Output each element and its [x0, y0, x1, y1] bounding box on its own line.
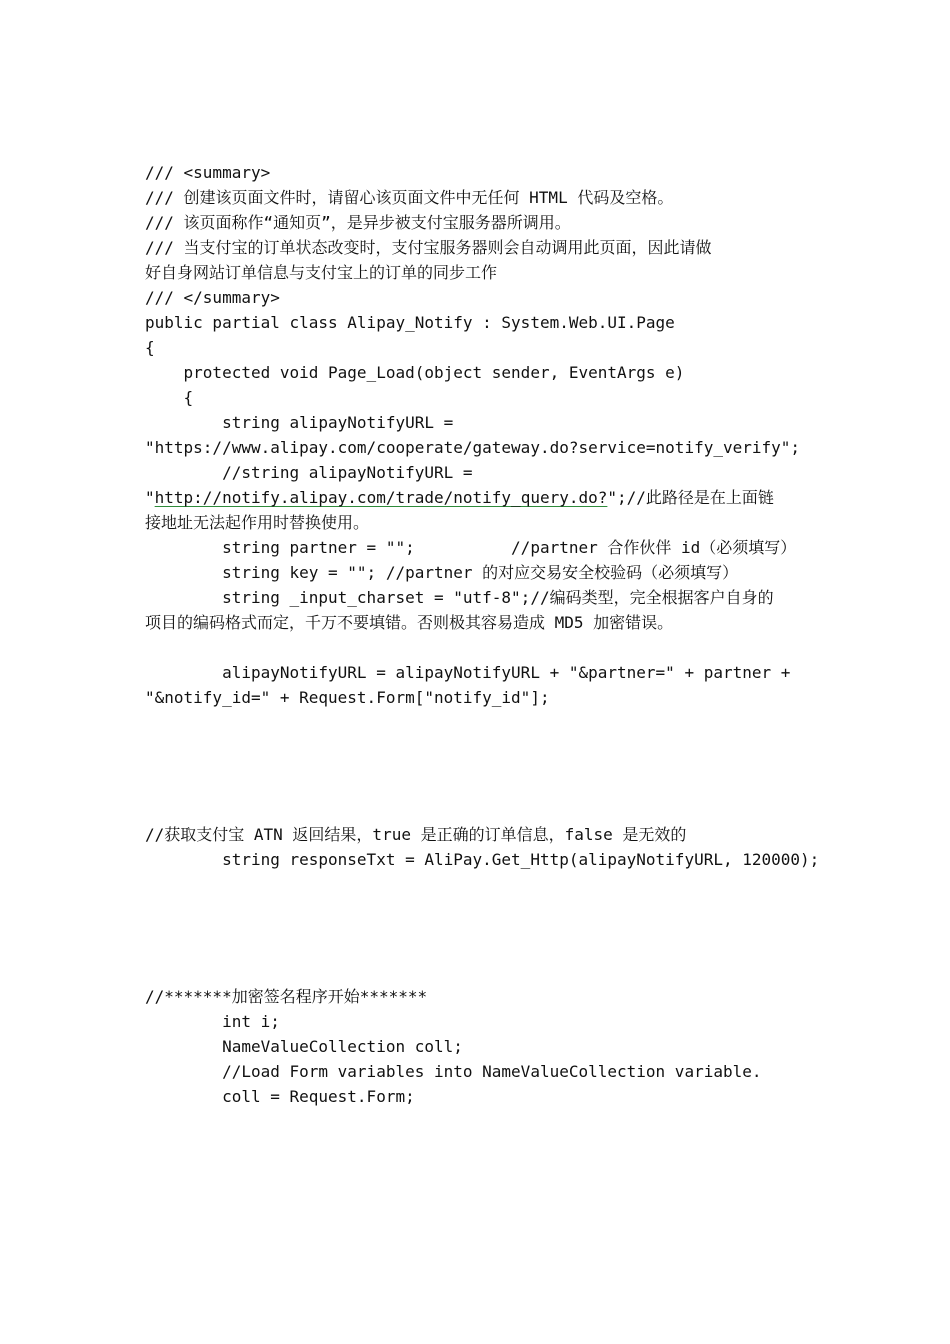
blank-gap — [145, 872, 825, 984]
code-line: //*******加密签名程序开始******* — [145, 987, 428, 1006]
code-line: 项目的编码格式而定，千万不要填错。否则极其容易造成 MD5 加密错误。 — [145, 613, 674, 632]
code-line: //Load Form variables into NameValueCollection variable. — [145, 1062, 762, 1081]
link-line-tail: ";//此路径是在上面链 — [607, 488, 774, 507]
code-listing — [145, 160, 825, 1109]
code-line: string partner = ""; //partner 合作伙伴 id（必须填写） — [145, 538, 797, 557]
code-line: 接地址无法起作用时替换使用。 — [145, 513, 370, 532]
code-line: //获取支付宝 ATN 返回结果，true 是正确的订单信息，false 是无效的 — [145, 825, 687, 844]
code-line: "https://www.alipay.com/cooperate/gateway.do?service=notify_verify"; — [145, 438, 801, 457]
code-line: /// 创建该页面文件时，请留心该页面文件中无任何 HTML 代码及空格。 — [145, 188, 674, 207]
blank-gap — [145, 710, 825, 822]
code-line: string _input_charset = "utf-8";//编码类型，完全根据客户自身的 — [145, 588, 774, 607]
code-line: public partial class Alipay_Notify : System.Web.UI.Page — [145, 313, 675, 332]
code-line: string responseTxt = AliPay.Get_Http(alipayNotifyURL, 120000); — [145, 850, 820, 869]
code-line: /// <summary> — [145, 163, 271, 182]
code-line: /// </summary> — [145, 288, 280, 307]
code-line: { — [145, 388, 194, 407]
code-line: protected void Page_Load(object sender, EventArgs e) — [145, 363, 685, 382]
code-line: "&notify_id=" + Request.Form["notify_id"]; — [145, 688, 550, 707]
code-line-with-link — [145, 485, 825, 510]
code-line: { — [145, 338, 155, 357]
code-line: //string alipayNotifyURL = — [145, 463, 473, 482]
quote-open: " — [145, 488, 155, 507]
code-line: string alipayNotifyURL = — [145, 413, 454, 432]
code-line: NameValueCollection coll; — [145, 1037, 463, 1056]
code-line: string key = ""; //partner 的对应交易安全校验码（必须填写） — [145, 563, 739, 582]
code-line: 好自身网站订单信息与支付宝上的订单的同步工作 — [145, 263, 498, 282]
code-line: coll = Request.Form; — [145, 1087, 415, 1106]
code-line: /// 该页面称作“通知页”，是异步被支付宝服务器所调用。 — [145, 213, 571, 232]
code-line: int i; — [145, 1012, 280, 1031]
code-line: /// 当支付宝的订单状态改变时，支付宝服务器则会自动调用此页面，因此请做 — [145, 238, 712, 257]
blank-line — [145, 635, 825, 660]
notify-query-link[interactable]: http://notify.alipay.com/trade/notify_query.do? — [154, 488, 608, 507]
code-line: alipayNotifyURL = alipayNotifyURL + "&partner=" + partner + — [145, 663, 791, 682]
